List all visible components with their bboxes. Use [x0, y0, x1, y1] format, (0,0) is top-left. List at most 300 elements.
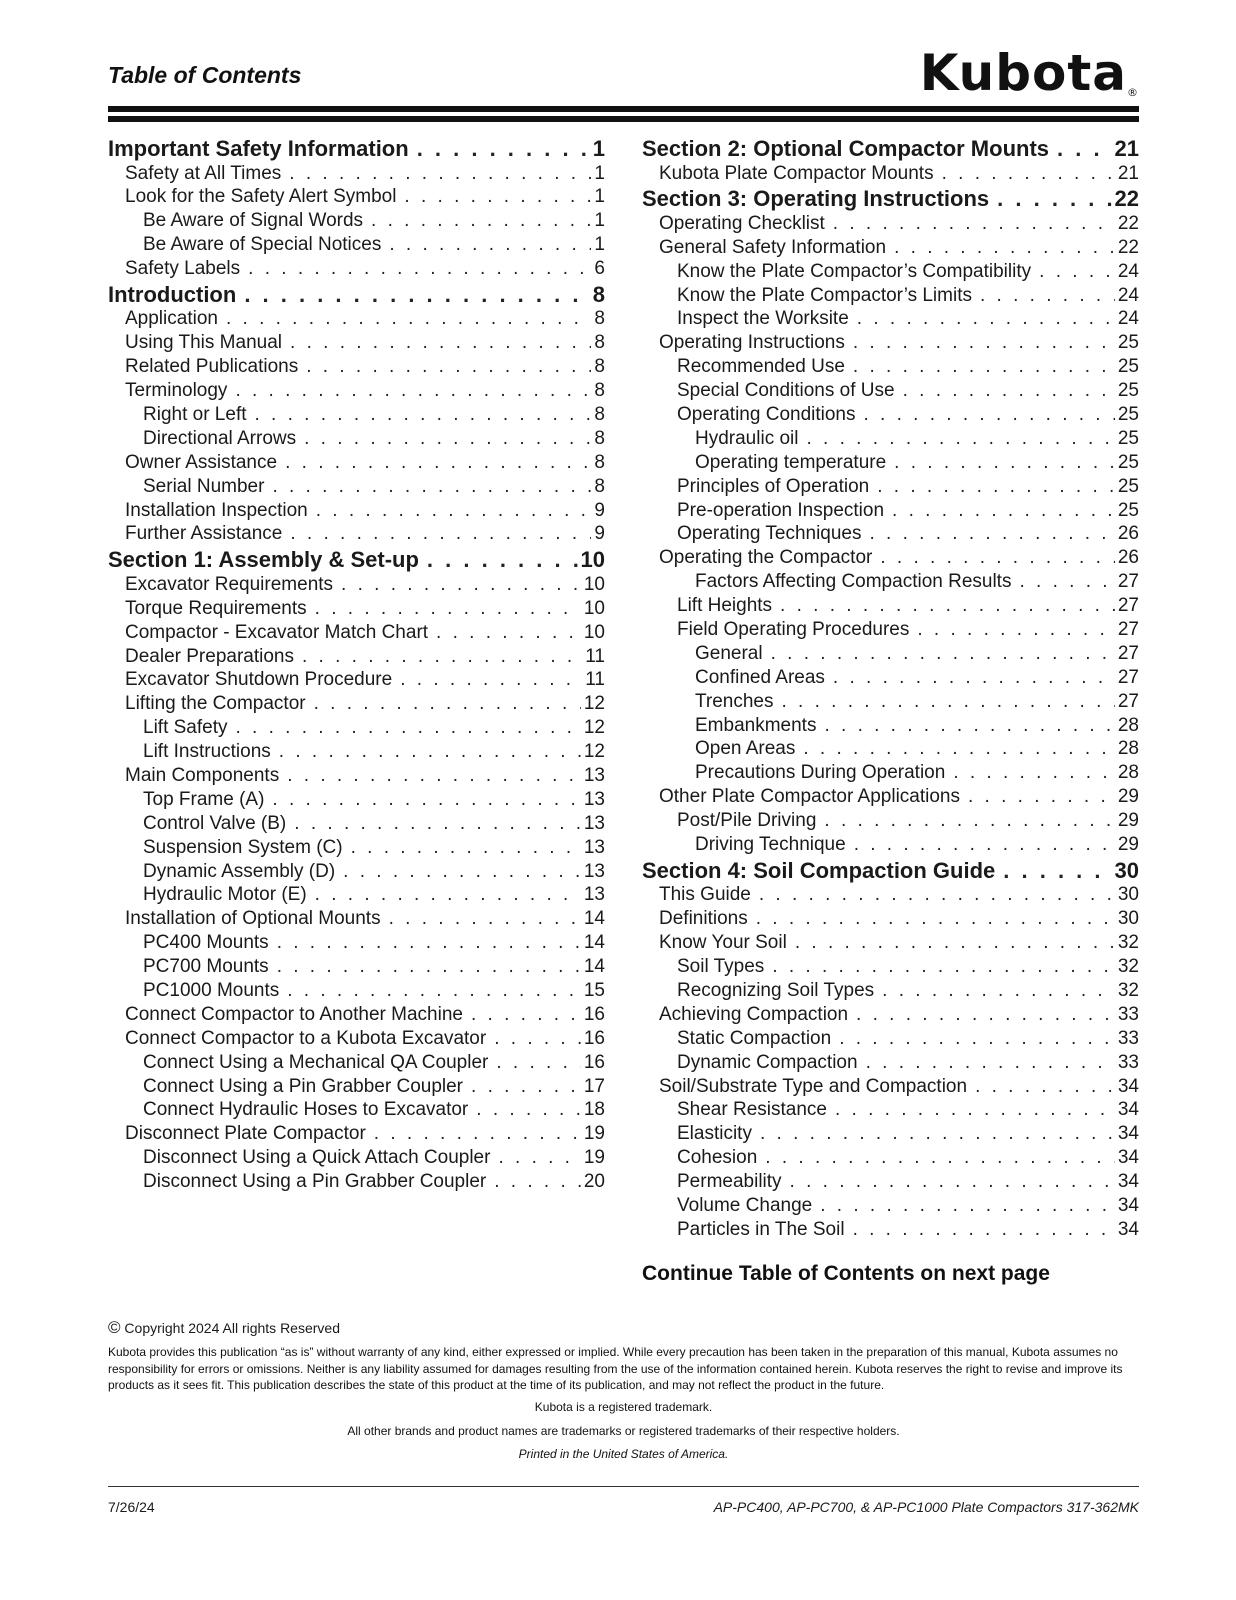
toc-page-number: 18	[583, 1099, 605, 1121]
toc-entry[interactable]	[108, 908, 605, 932]
toc-entry[interactable]	[108, 163, 605, 187]
toc-leader-dots	[882, 980, 1115, 1002]
toc-page-number: 27	[1117, 595, 1139, 617]
toc-leader-dots	[790, 1171, 1115, 1193]
toc-entry-title: Related Publications	[125, 356, 299, 378]
toc-entry[interactable]	[108, 380, 605, 404]
toc-entry[interactable]	[642, 1028, 1139, 1052]
toc-entry[interactable]	[108, 1076, 605, 1100]
toc-page-number: 19	[583, 1147, 605, 1169]
toc-leader-dots	[236, 717, 581, 739]
toc-entry[interactable]	[642, 691, 1139, 715]
toc-leader-dots	[404, 186, 591, 208]
toc-entry[interactable]	[108, 308, 605, 332]
toc-leader-dots	[1057, 136, 1112, 162]
toc-entry[interactable]	[108, 741, 605, 765]
toc-entry[interactable]	[108, 789, 605, 813]
toc-entry[interactable]	[108, 332, 605, 356]
toc-entry[interactable]	[108, 1123, 605, 1147]
toc-entry[interactable]	[108, 356, 605, 380]
toc-page-number: 22	[1114, 186, 1139, 212]
toc-page-number: 27	[1117, 666, 1139, 688]
toc-page-number: 34	[1117, 1195, 1139, 1217]
toc-leader-dots	[765, 1147, 1115, 1169]
toc-leader-dots	[903, 380, 1115, 402]
toc-entry-title: Dynamic Compaction	[677, 1051, 858, 1073]
toc-entry-title: Elasticity	[677, 1123, 752, 1145]
toc-page-number: 24	[1117, 260, 1139, 282]
toc-entry[interactable]	[108, 622, 605, 646]
toc-leader-dots	[498, 1147, 580, 1169]
toc-entry-title: Field Operating Procedures	[677, 619, 910, 641]
toc-entry-title: Operating Techniques	[677, 523, 862, 545]
toc-entry[interactable]	[108, 646, 605, 670]
toc-entry[interactable]	[642, 452, 1139, 476]
toc-entry[interactable]	[108, 1028, 605, 1052]
toc-leader-dots	[287, 765, 581, 787]
toc-entry-title: Open Areas	[695, 738, 796, 760]
toc-leader-dots	[806, 428, 1114, 450]
toc-leader-dots	[351, 837, 581, 859]
toc-leader-dots	[341, 574, 581, 596]
toc-entry-title: Volume Change	[677, 1195, 813, 1217]
copyright-symbol: ©	[108, 1318, 121, 1337]
toc-leader-dots	[306, 356, 591, 378]
toc-leader-dots	[824, 810, 1114, 832]
toc-entry-title: Special Conditions of Use	[677, 380, 895, 402]
toc-entry-title: Serial Number	[143, 475, 265, 497]
toc-entry-title: General Safety Information	[659, 236, 887, 258]
toc-page-number: 1	[592, 136, 605, 161]
toc-entry-title: Lift Instructions	[143, 741, 271, 763]
toc-leader-dots	[302, 646, 582, 668]
toc-entry[interactable]	[642, 332, 1139, 356]
toc-entry[interactable]	[642, 667, 1139, 691]
toc-entry[interactable]	[642, 1171, 1139, 1195]
toc-section-heading[interactable]	[642, 136, 1139, 163]
toc-entry[interactable]	[642, 956, 1139, 980]
toc-entry[interactable]	[642, 261, 1139, 285]
toc-entry-title: Trenches	[695, 690, 774, 712]
toc-leader-dots	[494, 1028, 581, 1050]
toc-entry-title: Introduction	[108, 281, 237, 307]
toc-leader-dots	[496, 1052, 581, 1074]
toc-leader-dots	[835, 1099, 1115, 1121]
toc-entry[interactable]	[108, 884, 605, 908]
copyright-text: Copyright 2024 All rights Reserved	[124, 1320, 340, 1336]
toc-entry-title: Soil/Substrate Type and Compaction	[659, 1075, 968, 1097]
toc-entry[interactable]	[108, 234, 605, 258]
toc-leader-dots	[975, 1076, 1115, 1098]
toc-entry-title: Connect Using a Pin Grabber Coupler	[143, 1075, 464, 1097]
toc-entry[interactable]	[642, 547, 1139, 571]
toc-page-number: 14	[583, 956, 605, 978]
toc-entry[interactable]	[108, 452, 605, 476]
toc-leader-dots	[892, 500, 1115, 522]
toc-page-number: 29	[1117, 834, 1139, 856]
toc-entry-title: Disconnect Using a Pin Grabber Coupler	[143, 1171, 487, 1193]
toc-leader-dots	[400, 669, 582, 691]
toc-entry[interactable]	[108, 1004, 605, 1028]
toc-entry-title: Static Compaction	[677, 1027, 832, 1049]
toc-section-heading[interactable]	[642, 186, 1139, 213]
toc-page-number: 12	[583, 741, 605, 763]
toc-page-number: 13	[583, 812, 605, 834]
header-rule-thick	[108, 106, 1139, 112]
toc-entry[interactable]	[108, 1147, 605, 1171]
toc-entry-title: Permeability	[677, 1171, 782, 1193]
toc-entry-title: Operating the Compactor	[659, 547, 873, 569]
toc-entry-title: Hydraulic oil	[695, 427, 799, 449]
toc-entry[interactable]	[108, 210, 605, 234]
toc-leader-dots	[289, 163, 591, 185]
toc-page-number: 33	[1117, 1027, 1139, 1049]
toc-page-number: 16	[583, 1027, 605, 1049]
toc-leader-dots	[343, 861, 581, 883]
toc-entry[interactable]	[642, 1052, 1139, 1076]
toc-leader-dots	[833, 667, 1115, 689]
toc-entry[interactable]	[642, 237, 1139, 261]
toc-entry[interactable]	[642, 163, 1139, 187]
toc-leader-dots	[877, 476, 1115, 498]
toc-entry[interactable]	[642, 428, 1139, 452]
toc-entry[interactable]	[108, 476, 605, 500]
toc-leader-dots	[771, 643, 1115, 665]
toc-entry-title: Know Your Soil	[659, 932, 787, 954]
toc-leader-dots	[314, 693, 581, 715]
toc-leader-dots	[244, 282, 589, 308]
toc-leader-dots	[894, 237, 1115, 259]
toc-entry-title: Inspect the Worksite	[677, 308, 849, 330]
toc-page-number: 34	[1117, 1147, 1139, 1169]
toc-entry-title: Control Valve (B)	[143, 812, 287, 834]
toc-section-heading[interactable]	[642, 858, 1139, 885]
toc-page-number: 1	[594, 186, 605, 208]
toc-page-number: 34	[1117, 1099, 1139, 1121]
toc-entry-title: Connect Compactor to Another Machine	[125, 1003, 463, 1025]
toc-entry-title: Hydraulic Motor (E)	[143, 884, 307, 906]
toc-entry[interactable]	[642, 1195, 1139, 1219]
toc-page-number: 14	[583, 932, 605, 954]
toc-entry-title: Safety Labels	[125, 258, 241, 280]
toc-entry[interactable]	[108, 523, 605, 547]
toc-page-number: 26	[1117, 547, 1139, 569]
toc-entry[interactable]	[642, 810, 1139, 834]
toc-page-number: 1	[594, 210, 605, 232]
toc-entry[interactable]	[642, 595, 1139, 619]
toc-page-number: 25	[1117, 499, 1139, 521]
page-title: Table of Contents	[108, 62, 302, 88]
toc-entry[interactable]	[642, 1123, 1139, 1147]
toc-leader-dots	[272, 476, 591, 498]
toc-page-number: 14	[583, 908, 605, 930]
toc-page-number: 25	[1117, 332, 1139, 354]
toc-page-number: 8	[594, 427, 605, 449]
toc-leader-dots	[304, 428, 591, 450]
toc-page-number: 30	[1117, 884, 1139, 906]
toc-entry[interactable]	[642, 1076, 1139, 1100]
toc-entry-title: Connect Hydraulic Hoses to Excavator	[143, 1099, 469, 1121]
toc-entry[interactable]	[108, 861, 605, 885]
toc-leader-dots	[248, 258, 591, 280]
toc-leader-dots	[853, 332, 1115, 354]
toc-page-number: 11	[585, 645, 605, 667]
toc-leader-dots	[856, 1004, 1115, 1026]
toc-leader-dots	[759, 884, 1115, 906]
toc-leader-dots	[880, 547, 1115, 569]
toc-entry[interactable]	[642, 908, 1139, 932]
toc-entry-title: Precautions During Operation	[695, 762, 946, 784]
toc-entry-title: Lifting the Compactor	[125, 693, 306, 715]
toc-entry[interactable]	[108, 1171, 605, 1195]
toc-leader-dots	[853, 356, 1115, 378]
toc-page-number: 1	[594, 162, 605, 184]
toc-entry[interactable]	[108, 404, 605, 428]
toc-entry[interactable]	[642, 285, 1139, 309]
toc-page-number: 28	[1117, 738, 1139, 760]
toc-leader-dots	[471, 1076, 581, 1098]
toc-entry[interactable]	[642, 523, 1139, 547]
toc-leader-dots	[471, 1004, 581, 1026]
toc-entry[interactable]	[642, 213, 1139, 237]
toc-leader-dots	[279, 741, 581, 763]
toc-leader-dots	[780, 595, 1115, 617]
toc-entry-title: PC700 Mounts	[143, 956, 269, 978]
toc-entry-title: Embankments	[695, 714, 817, 736]
toc-leader-dots	[894, 452, 1115, 474]
toc-entry[interactable]	[108, 1052, 605, 1076]
toc-entry-title: Know the Plate Compactor’s Limits	[677, 284, 972, 306]
toc-leader-dots	[795, 932, 1115, 954]
toc-entry[interactable]	[642, 738, 1139, 762]
toc-entry[interactable]	[642, 715, 1139, 739]
toc-page-number: 20	[583, 1171, 605, 1193]
brand-wordmark: Kubota	[919, 44, 1127, 102]
toc-page-number: 28	[1117, 762, 1139, 784]
toc-entry[interactable]	[642, 1099, 1139, 1123]
toc-entry[interactable]	[108, 669, 605, 693]
toc-left-column	[108, 136, 605, 1195]
toc-section-heading[interactable]	[108, 547, 605, 574]
toc-leader-dots	[494, 1171, 581, 1193]
toc-entry[interactable]	[108, 1099, 605, 1123]
toc-entry[interactable]	[108, 258, 605, 282]
toc-entry[interactable]	[642, 980, 1139, 1004]
toc-page-number: 34	[1117, 1171, 1139, 1193]
toc-page-number: 6	[594, 258, 605, 280]
toc-page-number: 27	[1117, 642, 1139, 664]
toc-entry[interactable]	[642, 1219, 1139, 1243]
toc-page-number: 21	[1117, 162, 1139, 184]
toc-entry[interactable]	[108, 428, 605, 452]
toc-page-number: 25	[1117, 380, 1139, 402]
toc-entry-title: Disconnect Plate Compactor	[125, 1123, 366, 1145]
toc-leader-dots	[315, 884, 581, 906]
toc-entry-title: Connect Compactor to a Kubota Excavator	[125, 1027, 487, 1049]
toc-entry[interactable]	[642, 619, 1139, 643]
toc-page-number: 25	[1117, 451, 1139, 473]
toc-entry[interactable]	[642, 380, 1139, 404]
toc-leader-dots	[756, 908, 1115, 930]
toc-entry-title: Dynamic Assembly (D)	[143, 860, 336, 882]
toc-entry-title: Know the Plate Compactor’s Compatibility	[677, 260, 1032, 282]
toc-entry-title: Soil Types	[677, 956, 765, 978]
toc-entry[interactable]	[642, 762, 1139, 786]
toc-entry-title: Principles of Operation	[677, 475, 870, 497]
continue-note: Continue Table of Contents on next page	[642, 1262, 1050, 1285]
toc-leader-dots	[476, 1099, 581, 1121]
printed-line: Printed in the United States of America.	[518, 1447, 729, 1461]
toc-entry[interactable]	[642, 308, 1139, 332]
toc-page-number: 19	[583, 1123, 605, 1145]
toc-entry[interactable]	[642, 932, 1139, 956]
toc-entry[interactable]	[108, 574, 605, 598]
toc-page-number: 13	[583, 860, 605, 882]
toc-leader-dots	[854, 834, 1115, 856]
toc-entry[interactable]	[108, 765, 605, 789]
toc-entry[interactable]	[108, 813, 605, 837]
toc-page-number: 33	[1117, 1003, 1139, 1025]
toc-leader-dots	[953, 762, 1115, 784]
toc-leader-dots	[870, 523, 1115, 545]
toc-entry-title: Particles in The Soil	[677, 1218, 845, 1240]
toc-entry-title: Important Safety Information	[108, 136, 409, 161]
toc-entry-title: General	[695, 642, 763, 664]
toc-page-number: 17	[583, 1075, 605, 1097]
toc-entry[interactable]	[642, 643, 1139, 667]
toc-page-number: 27	[1117, 690, 1139, 712]
toc-entry-title: Recognizing Soil Types	[677, 980, 875, 1001]
toc-entry[interactable]	[108, 932, 605, 956]
toc-page-number: 22	[1117, 212, 1139, 234]
toc-page-number: 16	[583, 1003, 605, 1025]
toc-page-number: 8	[594, 308, 605, 330]
toc-leader-dots	[866, 1052, 1115, 1074]
toc-entry-title: Excavator Shutdown Procedure	[125, 669, 393, 691]
toc-page-number: 12	[583, 693, 605, 715]
toc-entry[interactable]	[108, 837, 605, 861]
toc-entry[interactable]	[108, 717, 605, 741]
toc-entry[interactable]	[108, 186, 605, 210]
toc-page-number: 10	[583, 621, 605, 643]
toc-page-number: 32	[1117, 932, 1139, 954]
toc-leader-dots	[839, 1028, 1115, 1050]
toc-page-number: 8	[594, 451, 605, 473]
toc-page-number: 33	[1117, 1051, 1139, 1073]
toc-entry-title: Be Aware of Special Notices	[143, 234, 382, 256]
toc-entry-title: Right or Left	[143, 404, 247, 426]
toc-page-number: 29	[1117, 786, 1139, 808]
toc-entry-title: Application	[125, 308, 218, 330]
toc-entry-title: Operating Conditions	[677, 404, 856, 426]
toc-leader-dots	[833, 213, 1115, 235]
toc-page-number: 34	[1117, 1218, 1139, 1240]
toc-page-number: 28	[1117, 714, 1139, 736]
toc-page-number: 8	[594, 475, 605, 497]
toc-entry-title: Driving Technique	[695, 834, 846, 856]
toc-section-heading[interactable]	[108, 136, 605, 163]
toc-leader-dots	[917, 619, 1115, 641]
toc-section-heading[interactable]	[108, 282, 605, 309]
toc-entry-title: Be Aware of Signal Words	[143, 210, 364, 232]
toc-entry[interactable]	[108, 956, 605, 980]
toc-page-number: 29	[1117, 810, 1139, 832]
toc-entry-title: Excavator Requirements	[125, 573, 334, 595]
toc-entry-title: Further Assistance	[125, 523, 283, 545]
toc-entry-title: Disconnect Using a Quick Attach Coupler	[143, 1147, 491, 1169]
toc-page-number: 15	[583, 980, 605, 1001]
toc-leader-dots	[820, 1195, 1115, 1217]
toc-page-number: 10	[583, 573, 605, 595]
toc-entry[interactable]	[108, 500, 605, 524]
toc-leader-dots	[760, 1123, 1115, 1145]
toc-entry[interactable]	[642, 404, 1139, 428]
toc-entry[interactable]	[642, 476, 1139, 500]
toc-page-number: 30	[1114, 857, 1139, 883]
toc-entry-title: Look for the Safety Alert Symbol	[125, 186, 397, 208]
toc-entry-title: Cohesion	[677, 1147, 758, 1169]
toc-page-number: 8	[592, 281, 605, 307]
toc-entry-title: Other Plate Compactor Applications	[659, 786, 960, 808]
toc-entry[interactable]	[642, 356, 1139, 380]
toc-page-number: 24	[1117, 308, 1139, 330]
toc-entry-title: Lift Heights	[677, 595, 773, 617]
toc-page-number: 22	[1117, 236, 1139, 258]
other-brands-line: All other brands and product names are trademarks or registered trademarks of their respective holders.	[347, 1424, 900, 1438]
toc-entry[interactable]	[642, 1004, 1139, 1028]
toc-entry-title: Achieving Compaction	[659, 1003, 849, 1025]
toc-page-number: 34	[1117, 1123, 1139, 1145]
toc-entry[interactable]	[642, 500, 1139, 524]
toc-leader-dots	[942, 163, 1115, 185]
footer-date: 7/26/24	[108, 1499, 155, 1515]
toc-page-number: 27	[1117, 571, 1139, 593]
toc-entry[interactable]	[108, 693, 605, 717]
toc-entry-title: Section 2: Optional Compactor Mounts	[642, 136, 1050, 161]
toc-page-number: 12	[583, 717, 605, 739]
toc-page-number: 11	[585, 669, 605, 691]
toc-leader-dots	[427, 547, 578, 573]
toc-leader-dots	[277, 932, 581, 954]
toc-entry-title: Using This Manual	[125, 332, 283, 354]
toc-entry[interactable]	[642, 884, 1139, 908]
toc-entry-title: Post/Pile Driving	[677, 810, 817, 832]
toc-entry-title: Operating Checklist	[659, 212, 825, 234]
toc-entry-title: PC400 Mounts	[143, 932, 269, 954]
toc-leader-dots	[389, 908, 581, 930]
toc-entry-title: Torque Requirements	[125, 597, 307, 619]
toc-leader-dots	[417, 136, 590, 162]
toc-entry[interactable]	[642, 571, 1139, 595]
toc-entry[interactable]	[642, 834, 1139, 858]
disclaimer-text: Kubota provides this publication “as is” without warranty of any kind, either expressed or implied. While every precaution has been taken in the preparation of this manual, Kubota assumes no responsibility for errors or omissions. Neither is any liability assumed for damages resulting from the use of the information contained herein. Kubota reserves the right to revise and improve its products as it sees fit. This publication describes the state of this product at the time of its publication, and may not reflect the product in the future.	[108, 1345, 1123, 1392]
toc-page-number: 9	[594, 499, 605, 521]
toc-entry-title: Installation of Optional Mounts	[125, 908, 381, 930]
toc-entry[interactable]	[108, 980, 605, 1004]
toc-entry-title: Lift Safety	[143, 717, 228, 739]
toc-entry-title: This Guide	[659, 884, 751, 906]
toc-page-number: 27	[1117, 619, 1139, 641]
toc-entry-title: Operating temperature	[695, 451, 887, 473]
toc-entry[interactable]	[108, 598, 605, 622]
toc-entry[interactable]	[642, 1147, 1139, 1171]
toc-page-number: 13	[583, 884, 605, 906]
toc-entry-title: Connect Using a Mechanical QA Coupler	[143, 1051, 489, 1073]
toc-leader-dots	[1019, 571, 1114, 593]
toc-page-number: 26	[1117, 523, 1139, 545]
toc-right-column	[642, 136, 1139, 1243]
toc-entry[interactable]	[642, 786, 1139, 810]
